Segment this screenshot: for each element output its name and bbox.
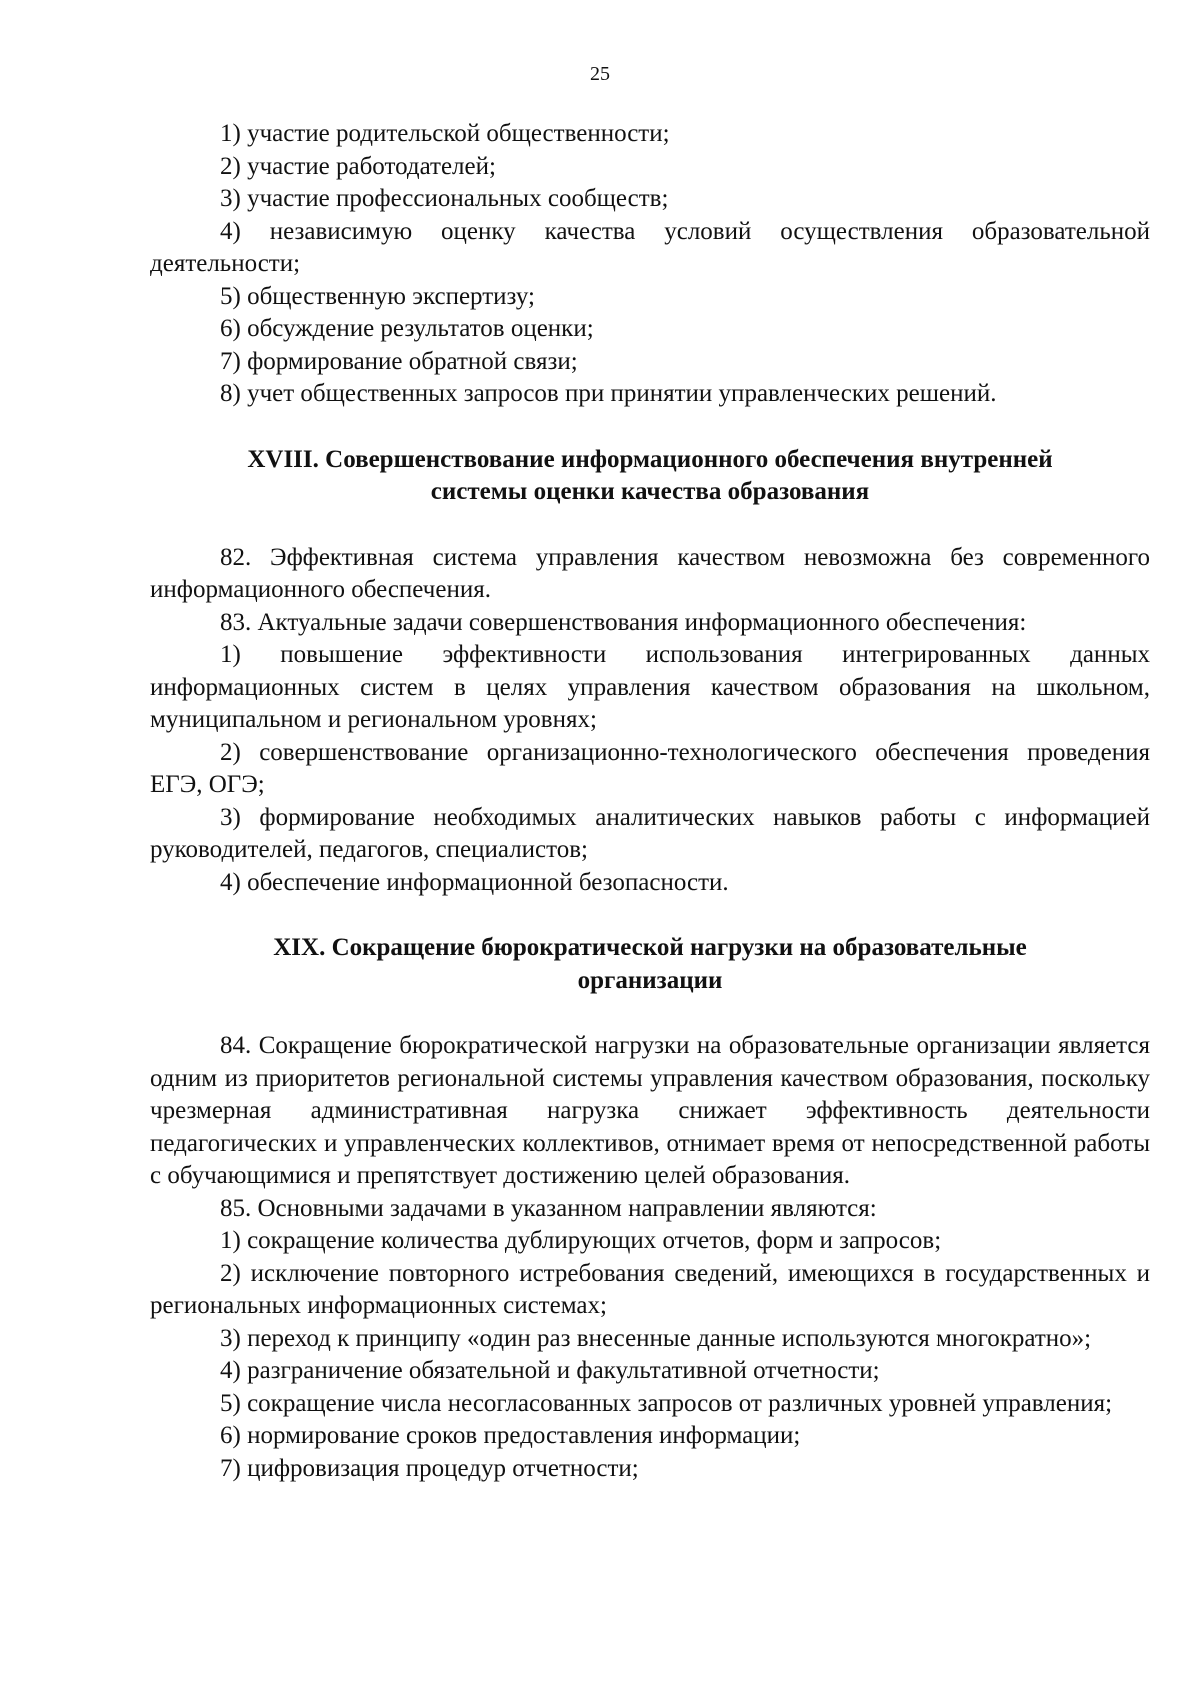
list-item: 5) сокращение числа несогласованных запросов от различных уровней управления; [220,1389,1113,1417]
list-item: 3) формирование необходимых аналитических навыков работы с информацией руководителей, педагогов, специалистов; [150,803,1150,863]
list-item: 4) разграничение обязательной и факультативной отчетности; [220,1357,880,1384]
list-item: 6) нормирование сроков предоставления информации; [220,1422,801,1449]
paragraph: 82. Эффективная система управления качеством невозможна без современного информационного обеспечения. [150,543,1150,603]
paragraph: 83. Актуальные задачи совершенствования информационного обеспечения: [220,608,1027,636]
section-title-line: XVIII. Совершенствование информационного обеспечения внутренней [247,445,1053,473]
list-item: 4) независимую оценку качества условий осуществления образовательной деятельности; [150,217,1150,277]
paragraph: 85. Основными задачами в указанном направлении являются: [220,1194,877,1222]
section-title-line: организации [577,966,723,994]
section-title-line: системы оценки качества образования [430,478,870,505]
list-item: 8) учет общественных запросов при принятии управленческих решений. [220,380,997,407]
list-item: 2) исключение повторного истребования сведений, имеющихся в государственных и региональных информационных системах; [150,1259,1150,1319]
list-item: 1) сокращение количества дублирующих отчетов, форм и запросов; [220,1227,942,1254]
list-item: 2) совершенствование организационно-технологического обеспечения проведения ЕГЭ, ОГЭ; [150,738,1150,798]
section-19-title [150,932,1150,997]
list-item: 7) формирование обратной связи; [220,347,578,375]
section-18-title [150,444,1150,509]
list-item: 1) повышение эффективности использования интегрированных данных информационных систем в целях управления качеством образования на школьном, муниципальном и региональном уровнях; [150,641,1150,733]
list-item: 3) переход к принципу «один раз внесенные данные используются многократно»; [220,1324,1092,1352]
list-item: 4) обеспечение информационной безопасности. [220,868,729,896]
list-item: 3) участие профессиональных сообществ; [220,185,669,212]
section-title-line: XIX. Сокращение бюрократической нагрузки на образовательные [273,934,1027,961]
paragraph: 84. Сокращение бюрократической нагрузки на образовательные организации является одним из приоритетов региональной системы управления качеством образования, поскольку чрезмерная административная нагрузка снижает эффективность деятельности педагогических и управленческих коллективов, отнимает время от непосредственной работы с обучающимися и препятствует достижению целей образования. [150,1032,1150,1189]
participation-list [150,118,1150,411]
page-number: 25 [590,63,610,85]
list-item: 2) участие работодателей; [220,152,496,180]
section-19-body [150,1030,1150,1485]
list-item: 1) участие родительской общественности; [220,120,670,147]
list-item: 7) цифровизация процедур отчетности; [220,1454,639,1482]
section-18-body [150,542,1150,900]
page-content [150,118,1150,1485]
list-item: 6) обсуждение результатов оценки; [220,315,594,342]
list-item: 5) общественную экспертизу; [220,282,535,310]
